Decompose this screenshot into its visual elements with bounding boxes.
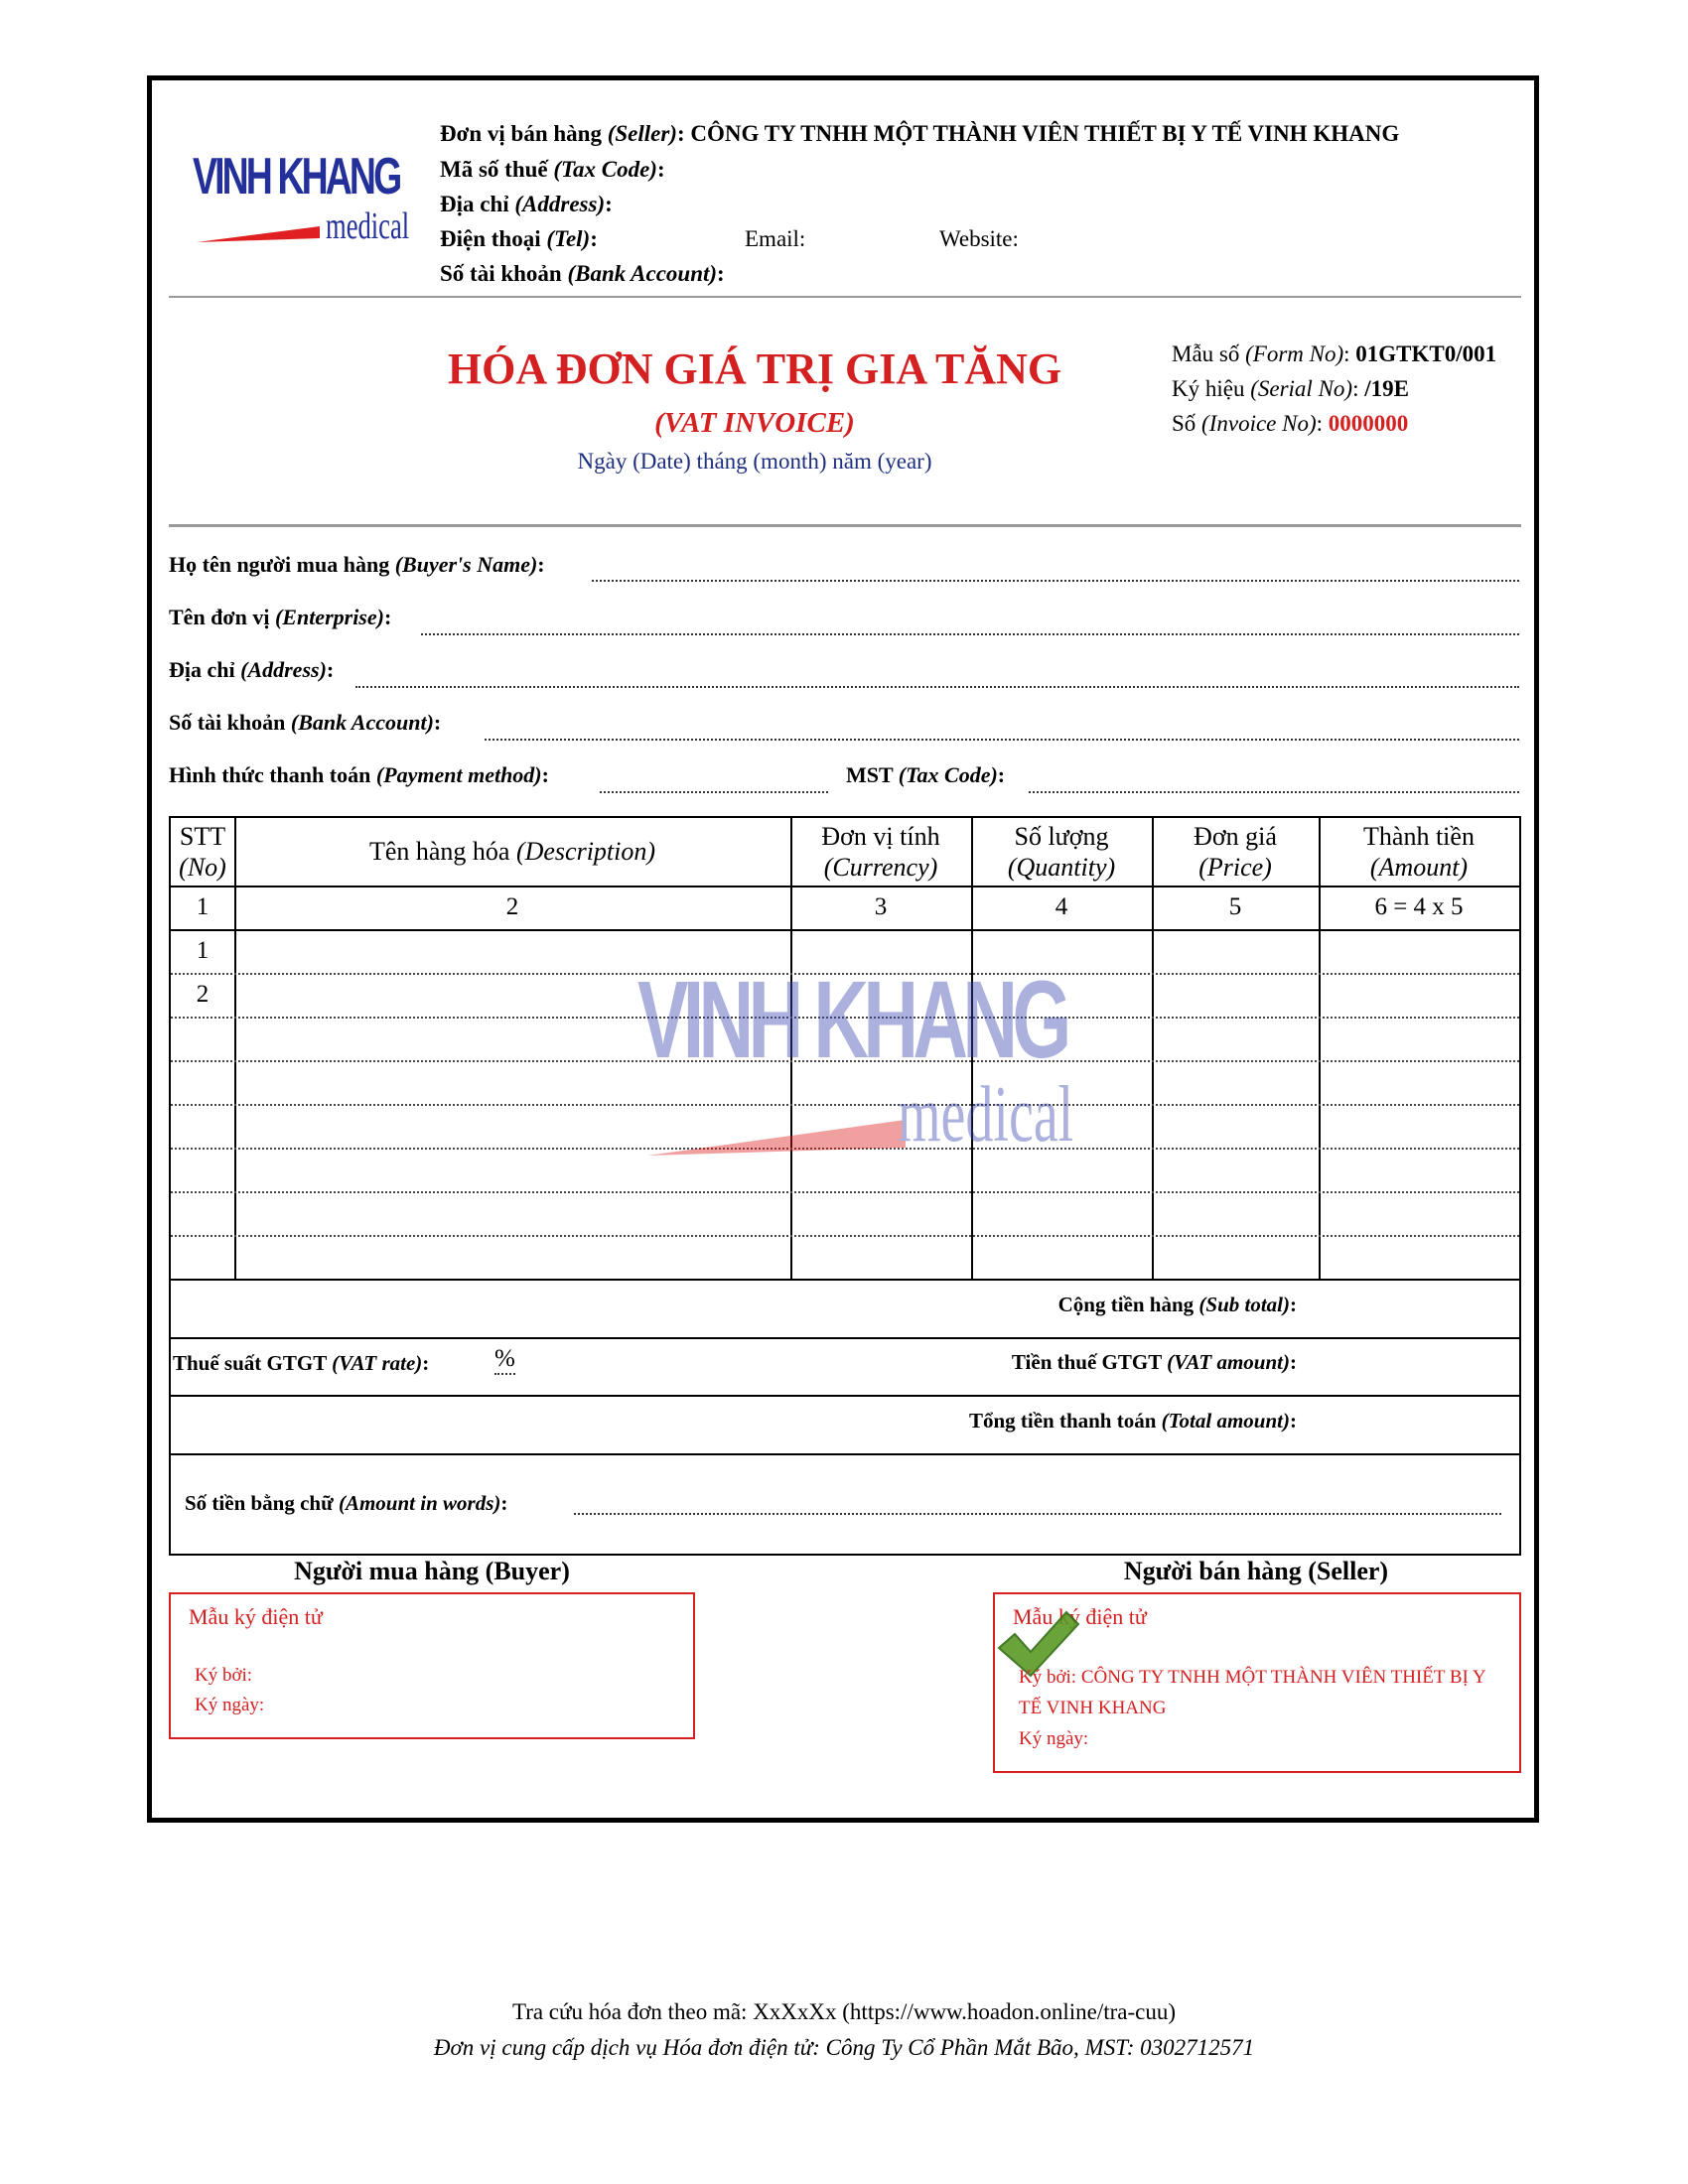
buyer-address-label: Địa chỉ (Address): — [169, 657, 335, 682]
invoice-title: HÓA ĐƠN GIÁ TRỊ GIA TĂNG — [447, 344, 1062, 393]
form-number-value: 01GTKT0/001 — [1355, 341, 1497, 366]
buyer-enterprise-field[interactable] — [421, 633, 1519, 635]
seller-signer-name: CÔNG TY TNHH MỘT THÀNH VIÊN THIẾT BỊ Y TẾ VINH KHANG — [1019, 1667, 1485, 1718]
total-amount-label: Tổng tiền thanh toán (Total amount): — [968, 1409, 1297, 1433]
header-divider — [169, 296, 1521, 298]
buyer-name-label: Họ tên người mua hàng (Buyer's Name): — [169, 552, 545, 577]
watermark-logo — [637, 957, 1074, 1165]
seller-signature-title: Người bán hàng (Seller) — [1123, 1557, 1389, 1585]
seller-tax-line: Mã số thuế (Tax Code): — [440, 157, 665, 182]
provider-line: Đơn vị cung cấp dịch vụ Hóa đơn điện tử: Công Ty Cổ Phần Mắt Bão, MST: 0302712571 — [433, 2035, 1255, 2060]
seller-website-label: Website: — [939, 226, 1019, 251]
seller-email-label: Email: — [745, 226, 806, 251]
buyer-address-field[interactable] — [355, 686, 1519, 688]
seller-signed-by: Ký bởi: CÔNG TY TNHH MỘT THÀNH VIÊN THIẾT BỊ Y TẾ VINH KHANG — [1019, 1667, 1485, 1718]
payment-method-field[interactable] — [600, 791, 828, 793]
buyer-signature-box[interactable] — [169, 1592, 695, 1739]
seller-bank-line: Số tài khoản (Bank Account): — [440, 261, 725, 286]
serial-number-value: /19E — [1364, 376, 1409, 401]
seller-sig-box-title: Mẫu ký điện tử — [1013, 1604, 1147, 1629]
buyer-bank-field[interactable] — [485, 739, 1519, 741]
row-number: 2 — [196, 981, 210, 1008]
company-logo — [191, 147, 410, 248]
logo-brand: VINH KHANG — [193, 148, 400, 205]
col-number: 1 — [196, 893, 210, 920]
buyer-tax-field[interactable] — [1029, 791, 1519, 793]
vat-rate-label: Thuế suất GTGT (VAT rate): — [173, 1351, 430, 1375]
header-price: Đơn giá (Price) — [1194, 822, 1277, 882]
row-number: 1 — [196, 937, 210, 964]
col-number: 6 = 4 x 5 — [1374, 893, 1464, 920]
watermark-brand: VINH KHANG — [637, 959, 1066, 1081]
lookup-line: Tra cứu hóa đơn theo mã: XxXxXx (https://www.hoadon.online/tra-cuu) — [511, 1999, 1177, 2024]
col-number: 5 — [1228, 893, 1242, 920]
vat-amount-label: Tiền thuế GTGT (VAT amount): — [1011, 1350, 1297, 1374]
buyer-name-field[interactable] — [592, 580, 1519, 582]
form-number-line: Mẫu số (Form No): 01GTKT0/001 — [1172, 341, 1497, 366]
invoice-number-value: 0000000 — [1328, 411, 1409, 436]
header-description: Tên hàng hóa (Description) — [368, 837, 656, 866]
seller-tel-line: Điện thoại (Tel): — [440, 226, 598, 251]
subtotal-label: Cộng tiền hàng (Sub total): — [1057, 1293, 1297, 1316]
invoice-date-line: Ngày (Date) tháng (month) năm (year) — [577, 449, 932, 474]
watermark-sub: medical — [898, 1071, 1074, 1159]
header-amount: Thành tiền (Amount) — [1363, 822, 1475, 882]
col-number: 4 — [1055, 893, 1068, 920]
buyer-signed-by: Ký bởi: — [195, 1665, 253, 1686]
buyer-signed-date: Ký ngày: — [195, 1695, 265, 1715]
seller-signature-box[interactable] — [993, 1592, 1521, 1773]
invoice-title-en: (VAT INVOICE) — [654, 407, 855, 439]
amount-words-label: Số tiền bằng chữ (Amount in words): — [185, 1491, 508, 1515]
header-currency: Đơn vị tính (Currency) — [821, 822, 940, 882]
header-no: STT (No) — [179, 822, 226, 882]
buyer-sig-box-title: Mẫu ký điện tử — [189, 1604, 323, 1629]
col-number: 3 — [874, 893, 888, 920]
title-divider — [169, 524, 1521, 527]
buyer-enterprise-label: Tên đơn vị (Enterprise): — [169, 605, 392, 629]
buyer-tax-label: MST (Tax Code): — [846, 762, 1006, 787]
logo-sub: medical — [326, 205, 410, 247]
buyer-bank-label: Số tài khoản (Bank Account): — [169, 710, 442, 735]
seller-name-value: CÔNG TY TNHH MỘT THÀNH VIÊN THIẾT BỊ Y TẾ VINH KHANG — [690, 121, 1400, 146]
header-quantity: Số lượng (Quantity) — [1007, 822, 1116, 882]
vat-rate-field[interactable]: % — [494, 1345, 515, 1375]
serial-number-line: Ký hiệu (Serial No): /19E — [1172, 376, 1409, 401]
col-number: 2 — [505, 893, 519, 920]
invoice-number-line: Số (Invoice No): 0000000 — [1172, 411, 1409, 436]
seller-address-line: Địa chỉ (Address): — [440, 192, 613, 216]
buyer-signature-title: Người mua hàng (Buyer) — [294, 1557, 570, 1585]
payment-method-label: Hình thức thanh toán (Payment method): — [169, 762, 549, 787]
amount-words-field[interactable] — [574, 1513, 1501, 1515]
seller-name-line: Đơn vị bán hàng (Seller): CÔNG TY TNHH MỘT THÀNH VIÊN THIẾT BỊ Y TẾ VINH KHANG — [440, 121, 1400, 146]
items-table — [169, 816, 1521, 1556]
seller-signed-date: Ký ngày: — [1019, 1728, 1089, 1749]
